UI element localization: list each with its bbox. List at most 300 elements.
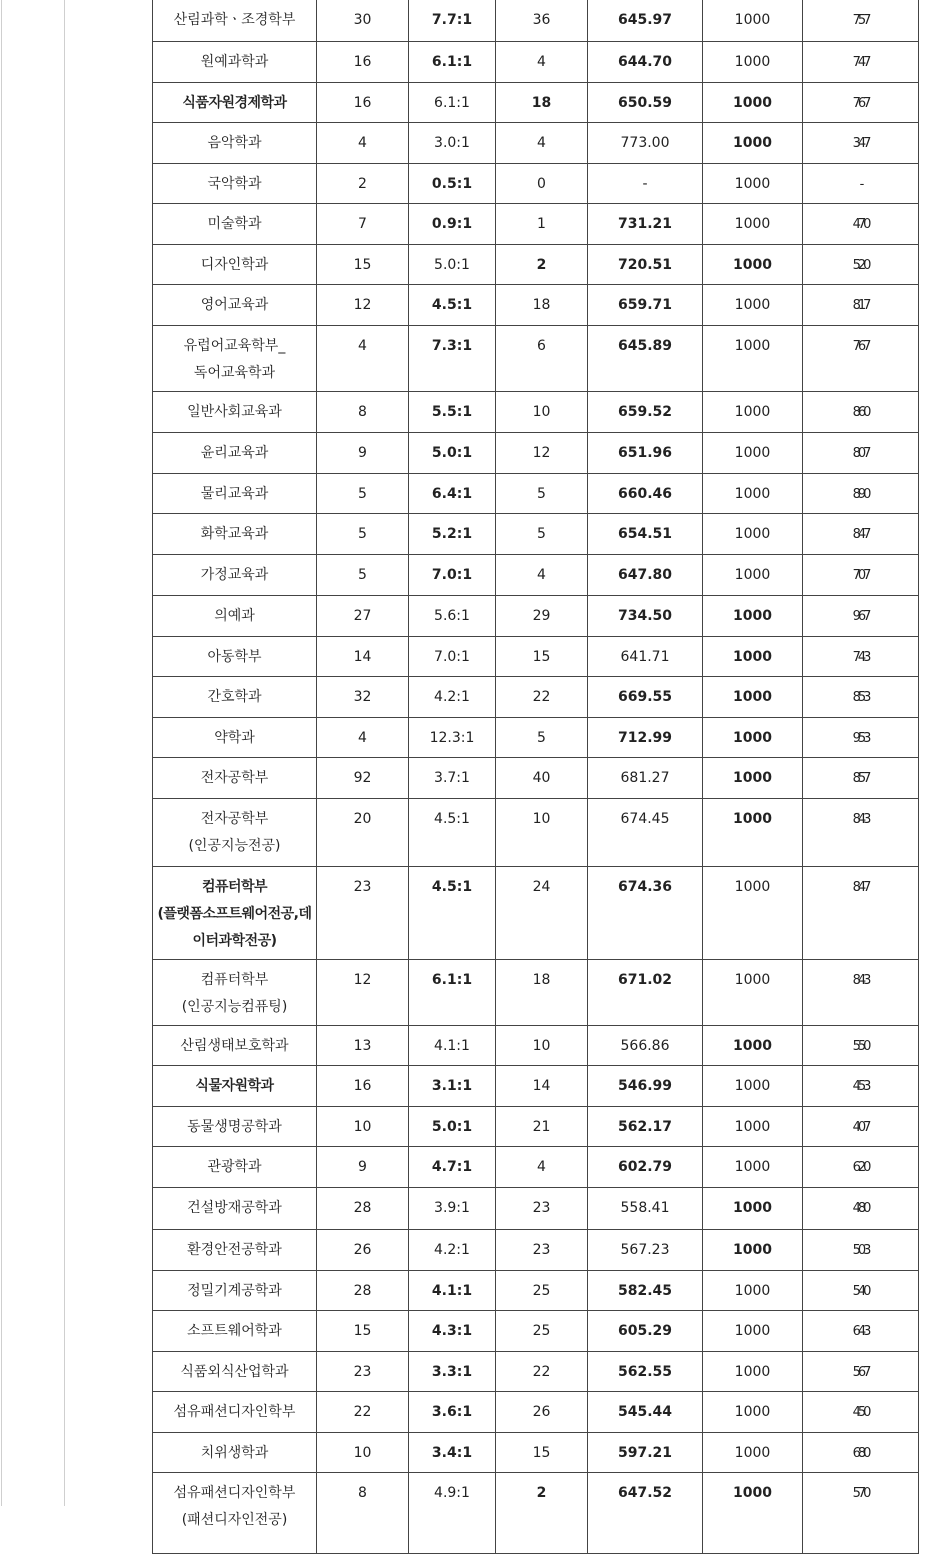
cutoff-cell-value: 570 <box>852 1486 869 1501</box>
table-row <box>153 123 919 164</box>
rank-cell <box>496 285 588 326</box>
department-name-line: 소프트웨어학과 <box>187 1323 282 1339</box>
department-cell <box>153 799 317 867</box>
score-cell <box>588 123 703 164</box>
max-score-cell-value: 1000 <box>733 1038 772 1054</box>
competition-ratio-cell <box>409 83 496 123</box>
cutoff-cell <box>803 164 919 204</box>
score-cell <box>588 1188 703 1230</box>
max-score-cell <box>703 164 803 204</box>
cutoff-cell <box>803 1352 919 1392</box>
max-score-cell-value: 1000 <box>734 54 771 70</box>
score-cell <box>588 1230 703 1271</box>
competition-ratio-cell-value: 7.0:1 <box>434 649 470 665</box>
cutoff-cell <box>803 1026 919 1066</box>
cutoff-cell <box>803 799 919 867</box>
cutoff-cell <box>803 1271 919 1311</box>
department-cell <box>153 1147 317 1188</box>
competition-ratio-cell <box>409 1271 496 1311</box>
competition-ratio-cell-value: 5.0:1 <box>431 1119 473 1135</box>
max-score-cell <box>703 1473 803 1554</box>
department-cell <box>153 285 317 326</box>
department-name-line: 산림과학ㆍ조경학부 <box>173 12 296 28</box>
department-name-line: 국악학과 <box>207 176 262 192</box>
department-name-line: 아동학부 <box>207 649 262 665</box>
rank-cell-value: 36 <box>532 12 551 28</box>
max-score-cell-value: 1000 <box>734 972 771 988</box>
department-cell <box>153 1188 317 1230</box>
quota-cell <box>317 433 409 474</box>
score-cell <box>588 1147 703 1188</box>
admissions-table <box>152 0 919 1554</box>
left-border-line <box>1 0 2 1506</box>
table-row <box>153 758 919 799</box>
rank-cell <box>496 392 588 433</box>
score-cell-value: - <box>642 176 648 192</box>
quota-cell <box>317 1352 409 1392</box>
max-score-cell <box>703 677 803 718</box>
max-score-cell-value: 1000 <box>734 216 771 232</box>
cutoff-cell-value: 453 <box>852 1079 869 1094</box>
table-row <box>153 1271 919 1311</box>
max-score-cell <box>703 1352 803 1392</box>
score-cell <box>588 1026 703 1066</box>
competition-ratio-cell <box>409 1352 496 1392</box>
max-score-cell-value: 1000 <box>734 879 771 895</box>
rank-cell <box>496 204 588 245</box>
rank-cell-value: 6 <box>537 338 546 354</box>
department-name-line: 의예과 <box>214 608 255 624</box>
rank-cell <box>496 0 588 42</box>
cutoff-cell-value: 890 <box>852 487 869 502</box>
quota-cell-value: 2 <box>358 176 367 192</box>
rank-cell <box>496 677 588 718</box>
score-cell <box>588 637 703 677</box>
competition-ratio-cell-value: 4.3:1 <box>431 1323 473 1339</box>
department-name-line: (인공지능전공) <box>188 838 281 854</box>
quota-cell <box>317 677 409 718</box>
table-row <box>153 83 919 123</box>
competition-ratio-cell-value: 4.2:1 <box>434 1242 470 1258</box>
quota-cell-value: 7 <box>358 216 367 232</box>
table-row <box>153 1147 919 1188</box>
quota-cell <box>317 0 409 42</box>
score-cell-value: 645.89 <box>617 338 673 354</box>
table-row <box>153 1392 919 1433</box>
cutoff-cell-value: 767 <box>852 96 869 111</box>
max-score-cell <box>703 285 803 326</box>
department-cell <box>153 326 317 392</box>
department-name-line: 일반사회교육과 <box>187 404 282 420</box>
cutoff-cell-value: 450 <box>852 1405 869 1420</box>
score-cell-value: 734.50 <box>617 608 673 624</box>
rank-cell-value: 23 <box>532 1242 551 1258</box>
competition-ratio-cell <box>409 514 496 555</box>
cutoff-cell <box>803 392 919 433</box>
quota-cell <box>317 245 409 285</box>
competition-ratio-cell-value: 5.6:1 <box>434 608 470 624</box>
max-score-cell-value: 1000 <box>734 1323 771 1339</box>
quota-cell-value: 23 <box>353 879 372 895</box>
competition-ratio-cell-value: 7.7:1 <box>431 12 473 28</box>
table-row <box>153 1473 919 1554</box>
department-cell <box>153 1352 317 1392</box>
score-cell-value: 731.21 <box>617 216 673 232</box>
department-name-line: 디자인학과 <box>200 257 269 273</box>
score-cell-value: 562.17 <box>617 1119 673 1135</box>
competition-ratio-cell <box>409 867 496 960</box>
rank-cell-value: 22 <box>532 1364 551 1380</box>
competition-ratio-cell-value: 3.1:1 <box>431 1078 473 1094</box>
rank-cell <box>496 164 588 204</box>
max-score-cell-value: 1000 <box>734 1283 771 1299</box>
score-cell-value: 671.02 <box>617 972 673 988</box>
score-cell <box>588 433 703 474</box>
department-cell <box>153 245 317 285</box>
table-row <box>153 677 919 718</box>
table-row <box>153 164 919 204</box>
max-score-cell <box>703 637 803 677</box>
table-row <box>153 433 919 474</box>
score-cell <box>588 596 703 637</box>
competition-ratio-cell <box>409 1311 496 1352</box>
max-score-cell <box>703 799 803 867</box>
cutoff-cell-value: 847 <box>852 527 869 542</box>
quota-cell-value: 27 <box>353 608 372 624</box>
department-name-line: 전자공학부 <box>200 770 269 786</box>
department-name-line: 전자공학부 <box>200 811 269 827</box>
cutoff-cell <box>803 514 919 555</box>
quota-cell <box>317 326 409 392</box>
rank-cell-value: 10 <box>532 404 551 420</box>
max-score-cell <box>703 758 803 799</box>
rank-cell-value: 1 <box>537 216 546 232</box>
cutoff-cell-value: 470 <box>852 217 869 232</box>
rank-cell <box>496 245 588 285</box>
competition-ratio-cell <box>409 1473 496 1554</box>
max-score-cell <box>703 1147 803 1188</box>
rank-cell-value: 21 <box>532 1119 551 1135</box>
max-score-cell <box>703 1311 803 1352</box>
max-score-cell-value: 1000 <box>734 176 771 192</box>
rank-cell-value: 18 <box>531 95 552 111</box>
competition-ratio-cell-value: 4.5:1 <box>434 811 470 827</box>
competition-ratio-cell <box>409 1026 496 1066</box>
quota-cell-value: 92 <box>353 770 372 786</box>
department-cell <box>153 123 317 164</box>
rank-cell <box>496 514 588 555</box>
max-score-cell-value: 1000 <box>733 1200 772 1216</box>
cutoff-cell-value: 953 <box>852 731 869 746</box>
quota-cell-value: 32 <box>353 689 372 705</box>
competition-ratio-cell <box>409 1230 496 1271</box>
rank-cell <box>496 42 588 83</box>
score-cell-value: 645.97 <box>617 12 673 28</box>
competition-ratio-cell-value: 4.2:1 <box>434 689 470 705</box>
department-cell <box>153 1230 317 1271</box>
score-cell <box>588 42 703 83</box>
cutoff-cell <box>803 867 919 960</box>
department-cell <box>153 960 317 1026</box>
quota-cell <box>317 960 409 1026</box>
max-score-cell-value: 1000 <box>734 338 771 354</box>
max-score-cell-value: 1000 <box>734 12 771 28</box>
cutoff-cell-value: 747 <box>852 55 869 70</box>
rank-cell-value: 4 <box>537 54 546 70</box>
rank-cell-value: 24 <box>532 879 551 895</box>
competition-ratio-cell <box>409 1433 496 1473</box>
score-cell <box>588 1107 703 1147</box>
rank-cell <box>496 718 588 758</box>
table-row <box>153 326 919 392</box>
cutoff-cell <box>803 637 919 677</box>
department-name-line: 환경안전공학과 <box>187 1242 282 1258</box>
department-name-line: 식품외식산업학과 <box>180 1364 289 1380</box>
table-row <box>153 799 919 867</box>
score-cell <box>588 285 703 326</box>
cutoff-cell <box>803 123 919 164</box>
cutoff-cell-value: 967 <box>852 609 869 624</box>
max-score-cell-value: 1000 <box>733 730 772 746</box>
quota-cell-value: 15 <box>353 257 372 273</box>
department-name-line: 이터과학전공) <box>192 933 277 949</box>
competition-ratio-cell-value: 4.9:1 <box>434 1485 470 1501</box>
quota-cell <box>317 758 409 799</box>
rank-cell <box>496 1107 588 1147</box>
cutoff-cell-value: 743 <box>852 650 869 665</box>
score-cell-value: 641.71 <box>620 649 670 665</box>
rank-cell <box>496 1188 588 1230</box>
rank-cell-value: 25 <box>532 1283 551 1299</box>
competition-ratio-cell-value: 4.5:1 <box>431 297 473 313</box>
quota-cell-value: 10 <box>353 1445 372 1461</box>
rank-cell-value: 4 <box>537 1159 546 1175</box>
max-score-cell-value: 1000 <box>733 95 772 111</box>
max-score-cell-value: 1000 <box>734 1445 771 1461</box>
table-row <box>153 474 919 514</box>
score-cell <box>588 1473 703 1554</box>
table-row <box>153 1230 919 1271</box>
score-cell <box>588 0 703 42</box>
max-score-cell-value: 1000 <box>734 1078 771 1094</box>
quota-cell <box>317 392 409 433</box>
department-name-line: 컴퓨터학부 <box>200 972 269 988</box>
cutoff-cell-value: 620 <box>852 1160 869 1175</box>
score-cell-value: 566.86 <box>620 1038 670 1054</box>
competition-ratio-cell-value: 7.0:1 <box>431 567 473 583</box>
table-body <box>153 0 919 1554</box>
table-row <box>153 555 919 596</box>
department-name-line: 물리교육과 <box>200 486 269 502</box>
department-cell <box>153 677 317 718</box>
cutoff-cell <box>803 474 919 514</box>
quota-cell <box>317 1026 409 1066</box>
max-score-cell-value: 1000 <box>733 135 772 151</box>
quota-cell-value: 13 <box>353 1038 372 1054</box>
quota-cell <box>317 164 409 204</box>
department-cell <box>153 596 317 637</box>
competition-ratio-cell <box>409 555 496 596</box>
cutoff-cell-value: 860 <box>852 405 869 420</box>
rank-cell <box>496 1230 588 1271</box>
quota-cell <box>317 123 409 164</box>
department-cell <box>153 1392 317 1433</box>
score-cell-value: 650.59 <box>617 95 673 111</box>
cutoff-cell <box>803 1392 919 1433</box>
quota-cell-value: 5 <box>358 486 367 502</box>
score-cell-value: 567.23 <box>620 1242 670 1258</box>
quota-cell-value: 20 <box>353 811 372 827</box>
max-score-cell-value: 1000 <box>734 1364 771 1380</box>
cutoff-cell-value: 680 <box>852 1446 869 1461</box>
department-cell <box>153 204 317 245</box>
quota-cell-value: 4 <box>358 730 367 746</box>
department-cell <box>153 637 317 677</box>
quota-cell-value: 12 <box>353 297 372 313</box>
rank-cell-value: 14 <box>532 1078 551 1094</box>
max-score-cell <box>703 596 803 637</box>
max-score-cell-value: 1000 <box>733 770 772 786</box>
score-cell-value: 669.55 <box>617 689 673 705</box>
table-row <box>153 596 919 637</box>
max-score-cell-value: 1000 <box>733 649 772 665</box>
score-cell-value: 605.29 <box>617 1323 673 1339</box>
table-row <box>153 204 919 245</box>
department-name-line: 식물자원학과 <box>195 1078 274 1094</box>
max-score-cell-value: 1000 <box>733 1242 772 1258</box>
max-score-cell <box>703 960 803 1026</box>
rank-cell-value: 2 <box>536 1485 547 1501</box>
table-row <box>153 1026 919 1066</box>
score-cell-value: 546.99 <box>617 1078 673 1094</box>
score-cell-value: 647.52 <box>617 1485 673 1501</box>
table-row <box>153 392 919 433</box>
rank-cell <box>496 433 588 474</box>
rank-cell <box>496 83 588 123</box>
department-name-line: 약학과 <box>214 730 255 746</box>
quota-cell-value: 5 <box>358 567 367 583</box>
department-name-line: 독어교육학과 <box>193 365 276 381</box>
max-score-cell-value: 1000 <box>733 257 772 273</box>
quota-cell <box>317 1473 409 1554</box>
rank-cell <box>496 326 588 392</box>
rank-cell-value: 4 <box>537 567 546 583</box>
rank-cell <box>496 555 588 596</box>
score-cell <box>588 758 703 799</box>
table-row <box>153 1107 919 1147</box>
quota-cell <box>317 867 409 960</box>
max-score-cell <box>703 514 803 555</box>
quota-cell <box>317 1147 409 1188</box>
rank-cell-value: 29 <box>532 608 551 624</box>
quota-cell <box>317 83 409 123</box>
cutoff-cell-value: 503 <box>852 1243 869 1258</box>
rank-cell-value: 15 <box>532 1445 551 1461</box>
rank-cell <box>496 637 588 677</box>
score-cell <box>588 204 703 245</box>
max-score-cell <box>703 1026 803 1066</box>
cutoff-cell <box>803 1147 919 1188</box>
score-cell <box>588 245 703 285</box>
competition-ratio-cell-value: 4.1:1 <box>434 1038 470 1054</box>
rank-cell <box>496 1392 588 1433</box>
cutoff-cell-value: 843 <box>852 812 869 827</box>
rank-cell <box>496 1352 588 1392</box>
competition-ratio-cell-value: 3.0:1 <box>434 135 470 151</box>
competition-ratio-cell-value: 3.3:1 <box>431 1364 473 1380</box>
competition-ratio-cell <box>409 1392 496 1433</box>
max-score-cell <box>703 245 803 285</box>
score-cell-value: 773.00 <box>620 135 670 151</box>
quota-cell <box>317 1392 409 1433</box>
cutoff-cell-value: 550 <box>852 1039 869 1054</box>
score-cell <box>588 392 703 433</box>
rank-cell-value: 5 <box>537 730 546 746</box>
max-score-cell-value: 1000 <box>733 608 772 624</box>
score-cell-value: 582.45 <box>617 1283 673 1299</box>
score-cell <box>588 1271 703 1311</box>
score-cell <box>588 677 703 718</box>
quota-cell-value: 16 <box>353 1078 372 1094</box>
competition-ratio-cell-value: 6.1:1 <box>431 54 473 70</box>
department-name-line: 동물생명공학과 <box>187 1119 282 1135</box>
quota-cell-value: 4 <box>358 135 367 151</box>
table-row <box>153 514 919 555</box>
column-divider-line <box>64 0 65 1506</box>
competition-ratio-cell-value: 6.1:1 <box>431 972 473 988</box>
rank-cell-value: 15 <box>532 649 551 665</box>
table-row <box>153 867 919 960</box>
cutoff-cell <box>803 960 919 1026</box>
quota-cell-value: 5 <box>358 526 367 542</box>
max-score-cell <box>703 1392 803 1433</box>
cutoff-cell-value: 407 <box>852 1120 869 1135</box>
department-cell <box>153 1107 317 1147</box>
max-score-cell <box>703 123 803 164</box>
competition-ratio-cell-value: 5.2:1 <box>431 526 473 542</box>
competition-ratio-cell <box>409 718 496 758</box>
score-cell <box>588 799 703 867</box>
quota-cell-value: 8 <box>358 404 367 420</box>
competition-ratio-cell <box>409 758 496 799</box>
score-cell-value: 681.27 <box>620 770 670 786</box>
competition-ratio-cell <box>409 1188 496 1230</box>
department-name-line: 컴퓨터학부 <box>201 879 268 895</box>
rank-cell-value: 10 <box>532 811 551 827</box>
cutoff-cell <box>803 1230 919 1271</box>
score-cell <box>588 1311 703 1352</box>
quota-cell-value: 15 <box>353 1323 372 1339</box>
department-name-line: 윤리교육과 <box>200 445 269 461</box>
table-row <box>153 1311 919 1352</box>
score-cell-value: 712.99 <box>617 730 673 746</box>
score-cell-value: 558.41 <box>620 1200 670 1216</box>
department-name-line: 섬유패션디자인학부 <box>173 1404 296 1420</box>
max-score-cell-value: 1000 <box>734 1404 771 1420</box>
cutoff-cell <box>803 555 919 596</box>
max-score-cell-value: 1000 <box>734 1119 771 1135</box>
quota-cell-value: 23 <box>353 1364 372 1380</box>
competition-ratio-cell <box>409 392 496 433</box>
quota-cell <box>317 474 409 514</box>
rank-cell-value: 0 <box>537 176 546 192</box>
department-cell <box>153 164 317 204</box>
max-score-cell-value: 1000 <box>734 526 771 542</box>
rank-cell <box>496 1433 588 1473</box>
department-cell <box>153 1066 317 1107</box>
cutoff-cell <box>803 245 919 285</box>
score-cell <box>588 718 703 758</box>
